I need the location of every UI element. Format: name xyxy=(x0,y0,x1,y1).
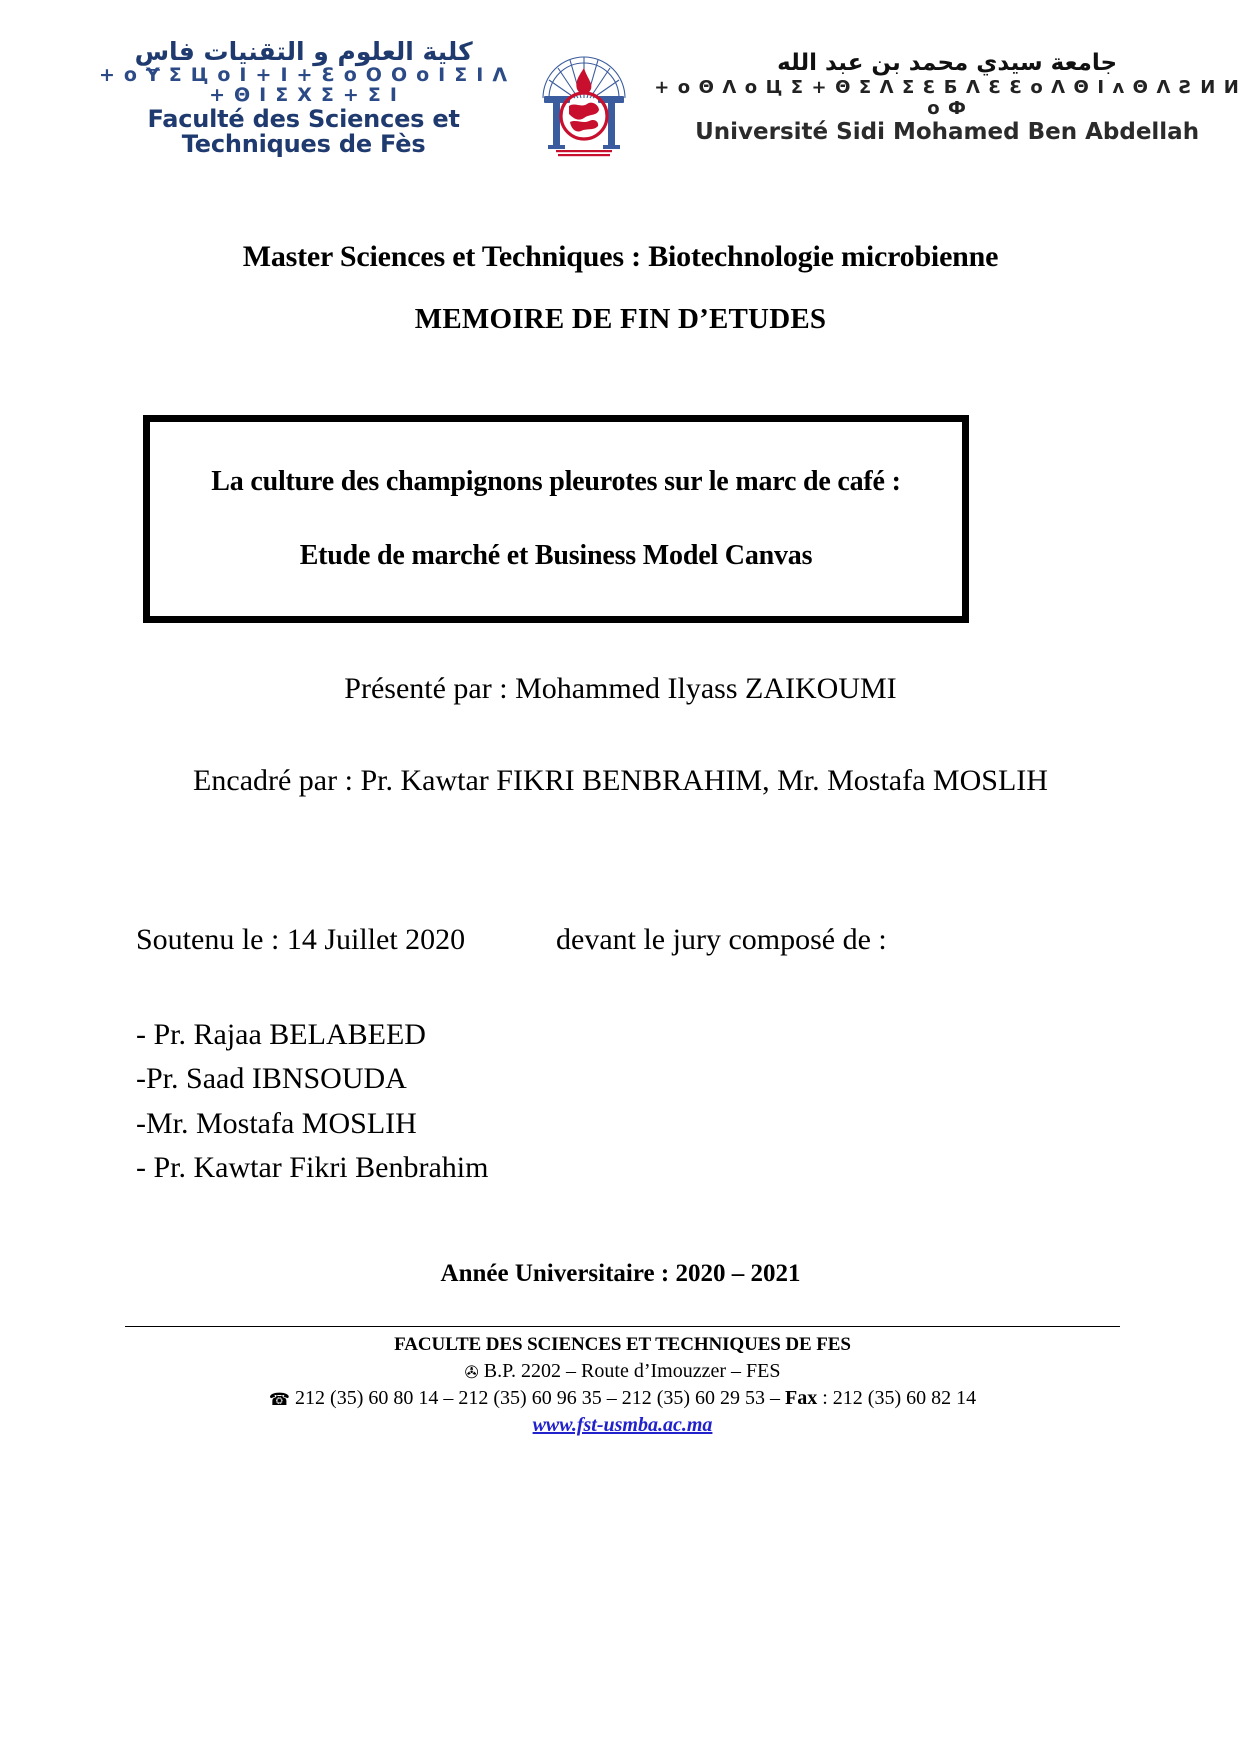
footer-fax-label: Fax xyxy=(785,1386,818,1409)
page-header xyxy=(0,28,1241,168)
thesis-title-line-2: Etude de marché et Business Model Canvas xyxy=(299,540,813,571)
usmba-logo-french: Université Sidi Mohamed Ben Abdellah xyxy=(695,118,1200,145)
footer-address-line xyxy=(125,1358,1120,1384)
thesis-title-box xyxy=(143,415,969,623)
jury-intro: devant le jury composé de : xyxy=(556,923,887,956)
list-item: - Pr. Rajaa BELABEED xyxy=(136,1018,426,1051)
list-item: - Pr. Kawtar Fikri Benbrahim xyxy=(136,1151,489,1185)
list-item: -Pr. Saad IBNSOUDA xyxy=(136,1062,407,1096)
defense-line xyxy=(136,923,1096,957)
fst-logo xyxy=(90,36,517,159)
footer-faculty-name: FACULTE DES SCIENCES ET TECHNIQUES DE FES xyxy=(394,1334,851,1355)
usmba-emblem-icon xyxy=(529,36,639,161)
footer-phone-line xyxy=(125,1385,1120,1411)
defense-date: Soutenu le : 14 Juillet 2020 xyxy=(136,923,466,956)
usmba-logo xyxy=(653,51,1241,146)
footer-phone-numbers: 212 (35) 60 80 14 – 212 (35) 60 96 35 – 212 (35) 60 29 53 – xyxy=(295,1386,786,1409)
usmba-logo-tifinagh: + o Θ Λ o Ц Ʃ + Θ Ʃ Λ Ʃ Ɛ Ƃ Λ Ɛ Ɛ o Λ Θ I ʌ Θ Λ Ƨ И И o Ф xyxy=(654,77,1240,119)
usmba-logo-arabic: جامعة سيدي محمد بن عبد الله xyxy=(777,49,1118,76)
supervised-by-line: Encadré par : Pr. Kawtar FIKRI BENBRAHIM, Mr. Mostafa MOSLIH xyxy=(193,764,1048,797)
thesis-title-box-inner xyxy=(148,420,964,618)
footer-address-text: B.P. 2202 – Route d’Imouzzer – FES xyxy=(483,1359,781,1382)
footer-fax-number: : 212 (35) 60 82 14 xyxy=(817,1386,977,1409)
mail-icon: ✇ xyxy=(464,1362,479,1383)
master-program-heading: Master Sciences et Techniques : Biotechnologie microbienne xyxy=(242,240,999,273)
fst-logo-french: Faculté des Sciences et Techniques de Fès xyxy=(147,104,460,159)
phone-icon: ☎ xyxy=(268,1389,291,1410)
document-type-heading: MEMOIRE DE FIN D’ETUDES xyxy=(414,303,827,335)
footer-divider xyxy=(125,1326,1120,1327)
presented-by-line: Présenté par : Mohammed Ilyass ZAIKOUMI xyxy=(344,672,897,705)
footer-website-link[interactable]: www.fst-usmba.ac.ma xyxy=(532,1413,713,1436)
list-item: -Mr. Mostafa MOSLIH xyxy=(136,1106,417,1140)
fst-logo-arabic: كلية العلوم و التقنيات فاس xyxy=(134,36,473,66)
page-footer xyxy=(125,1326,1120,1438)
thesis-title-line-1: La culture des champignons pleurotes sur le marc de café : xyxy=(211,466,901,498)
jury-list xyxy=(136,1013,836,1191)
fst-logo-tifinagh: + o Ɏ Ʃ Ц o I + I + Ɛ o O O o I Ʃ I Λ + Θ I Ʃ X Ʃ + Ʃ I xyxy=(98,64,509,106)
academic-year: Année Universitaire : 2020 – 2021 xyxy=(440,1260,801,1287)
